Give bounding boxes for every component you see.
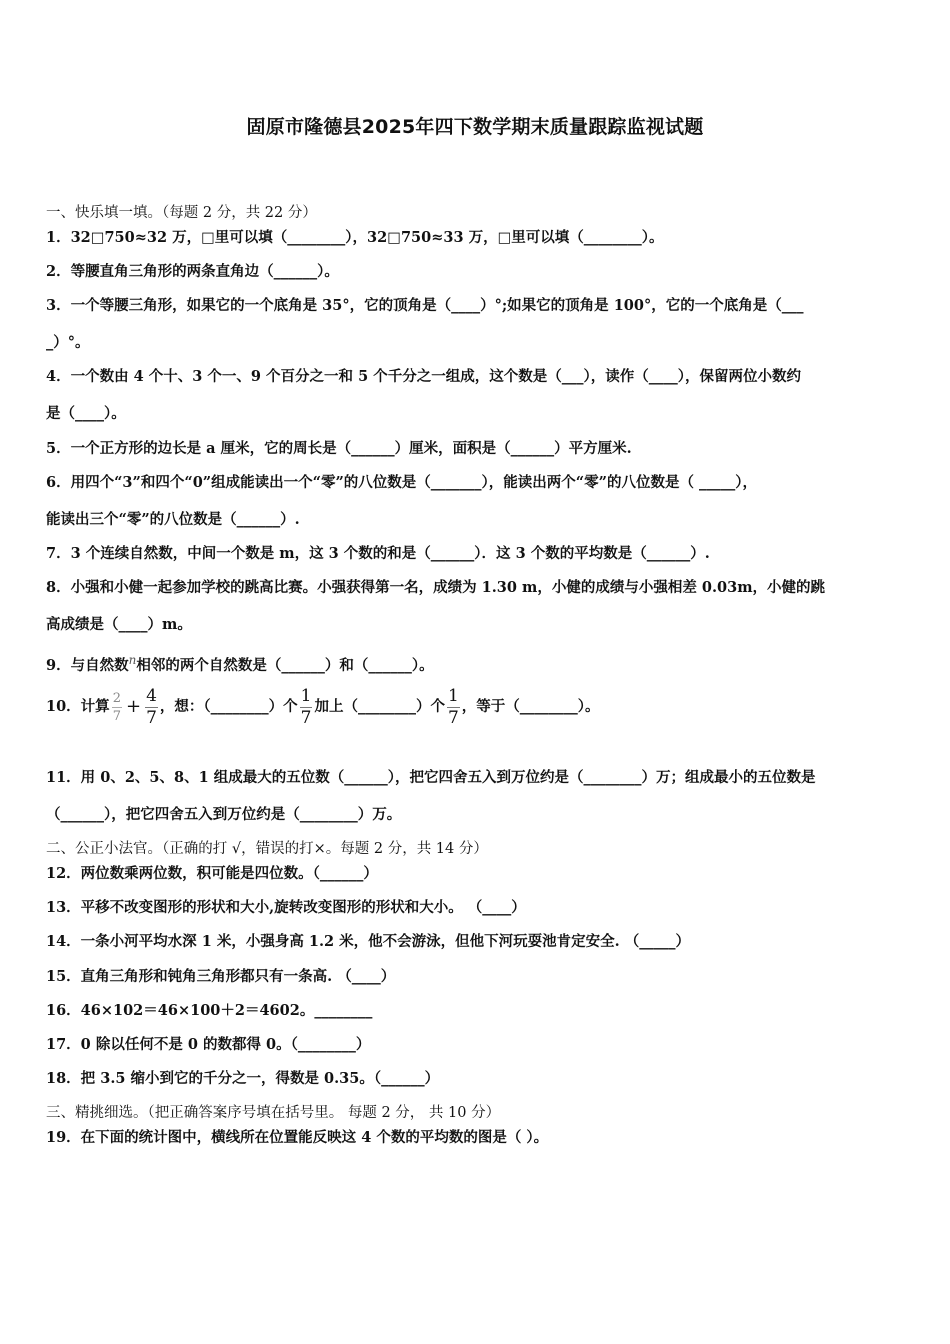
section-2-heading: 二、公正小法官。（正确的打 √，错误的打×。每题 2 分，共 14 分） [46,841,488,857]
question-18: 18．把 3.5 缩小到它的千分之一，得数是 0.35。（______） [46,1070,440,1087]
section-1-heading: 一、快乐填一填。（每题 2 分，共 22 分） [46,205,317,221]
question-11-line1: 11．用 0、2、5、8、1 组成最大的五位数（______），把它四舍五入到万位约是（________）万；组成最小的五位数是 [46,769,816,786]
question-19: 19．在下面的统计图中，横线所在位置能反映这 4 个数的平均数的图是（ ）。 [46,1129,549,1146]
fraction-denominator: 7 [112,708,121,724]
fraction-numerator: 4 [146,685,157,706]
fraction-numerator: 1 [447,685,459,706]
question-6-line2: 能读出三个“零”的八位数是（______）. [46,511,300,528]
question-10-prefix: 10．计算 [46,698,110,715]
plus-sign: + [125,696,142,717]
question-9 [46,650,434,676]
page-title: 固原市隆德县2025年四下数学期末质量跟踪监视试题 [246,116,704,138]
question-5: 5．一个正方形的边长是 a 厘米，它的周长是（______）厘米，面积是（______）平方厘米. [46,440,632,457]
question-14: 14．一条小河平均水深 1 米，小强身高 1.2 米，他不会游泳，但他下河玩耍池肯定安全. （_____） [46,933,691,950]
question-8-line1: 8．小强和小健一起参加学校的跳高比赛。小强获得第一名，成绩为 1.30 m，小健的成绩与小强相差 0.03m，小健的跳 [46,579,826,596]
fraction-denominator: 7 [447,707,459,728]
section-3-heading: 三、精挑细选。（把正确答案序号填在括号里。 每题 2 分， 共 10 分） [46,1105,501,1121]
fraction-1-7-a [300,685,313,728]
fraction-numerator: 1 [300,685,312,706]
fraction-1-7-b [447,685,460,728]
question-4-line1: 4．一个数由 4 个十、3 个一、9 个百分之一和 5 个千分之一组成，这个数是（___），读作（____），保留两位小数约 [46,368,801,385]
question-3-line1: 3．一个等腰三角形，如果它的一个底角是 35°，它的顶角是（____）°;如果它的顶角是 100°，它的一个底角是（___ [46,297,804,314]
question-10-add: 加上（________）个 [314,698,445,715]
question-10-suffix: ，等于（________）。 [461,698,600,715]
question-12: 12．两位数乘两位数，积可能是四位数。（______） [46,865,378,882]
question-10-think: ，想：（________）个 [159,698,298,715]
question-15: 15．直角三角形和钝角三角形都只有一条高. （____） [46,968,396,985]
question-6-line1: 6．用四个“3”和四个“0”组成能读出一个“零”的八位数是（_______），能读出两个“零”的八位数是（ _____）， [46,474,758,491]
question-7: 7．3 个连续自然数，中间一个数是 m，这 3 个数的和是（______）．这 3 个数的平均数是（______）. [46,545,710,562]
question-3-line2: _）°。 [46,334,90,351]
fraction-numerator: 2 [112,690,121,706]
question-13: 13．平移不改变图形的形状和大小,旋转改变图形的形状和大小。 （____） [46,899,526,916]
fraction-denominator: 7 [300,707,312,728]
fraction-2-7 [112,692,122,723]
fraction-4-7 [145,685,158,728]
question-11-line2: （______），把它四舍五入到万位约是（________）万。 [46,806,402,823]
fraction-denominator: 7 [146,707,157,728]
variable-n: n [128,653,137,667]
question-9-prefix: 9．与自然数 [46,657,129,674]
question-17: 17．0 除以任何不是 0 的数都得 0。（________） [46,1036,371,1053]
question-4-line2: 是（____）。 [46,405,126,422]
question-10 [46,684,600,730]
question-16: 16．46×102＝46×100＋2＝4602。________ [46,1002,373,1019]
question-2: 2．等腰直角三角形的两条直角边（______）。 [46,263,339,280]
question-1: 1．32□750≈32 万，□里可以填（________），32□750≈33 万，□里可以填（________）。 [46,229,664,246]
question-9-suffix: 相邻的两个自然数是（______）和（______）。 [136,657,434,674]
question-8-line2: 高成绩是（____）m。 [46,616,192,633]
fraction-bar [112,707,122,708]
